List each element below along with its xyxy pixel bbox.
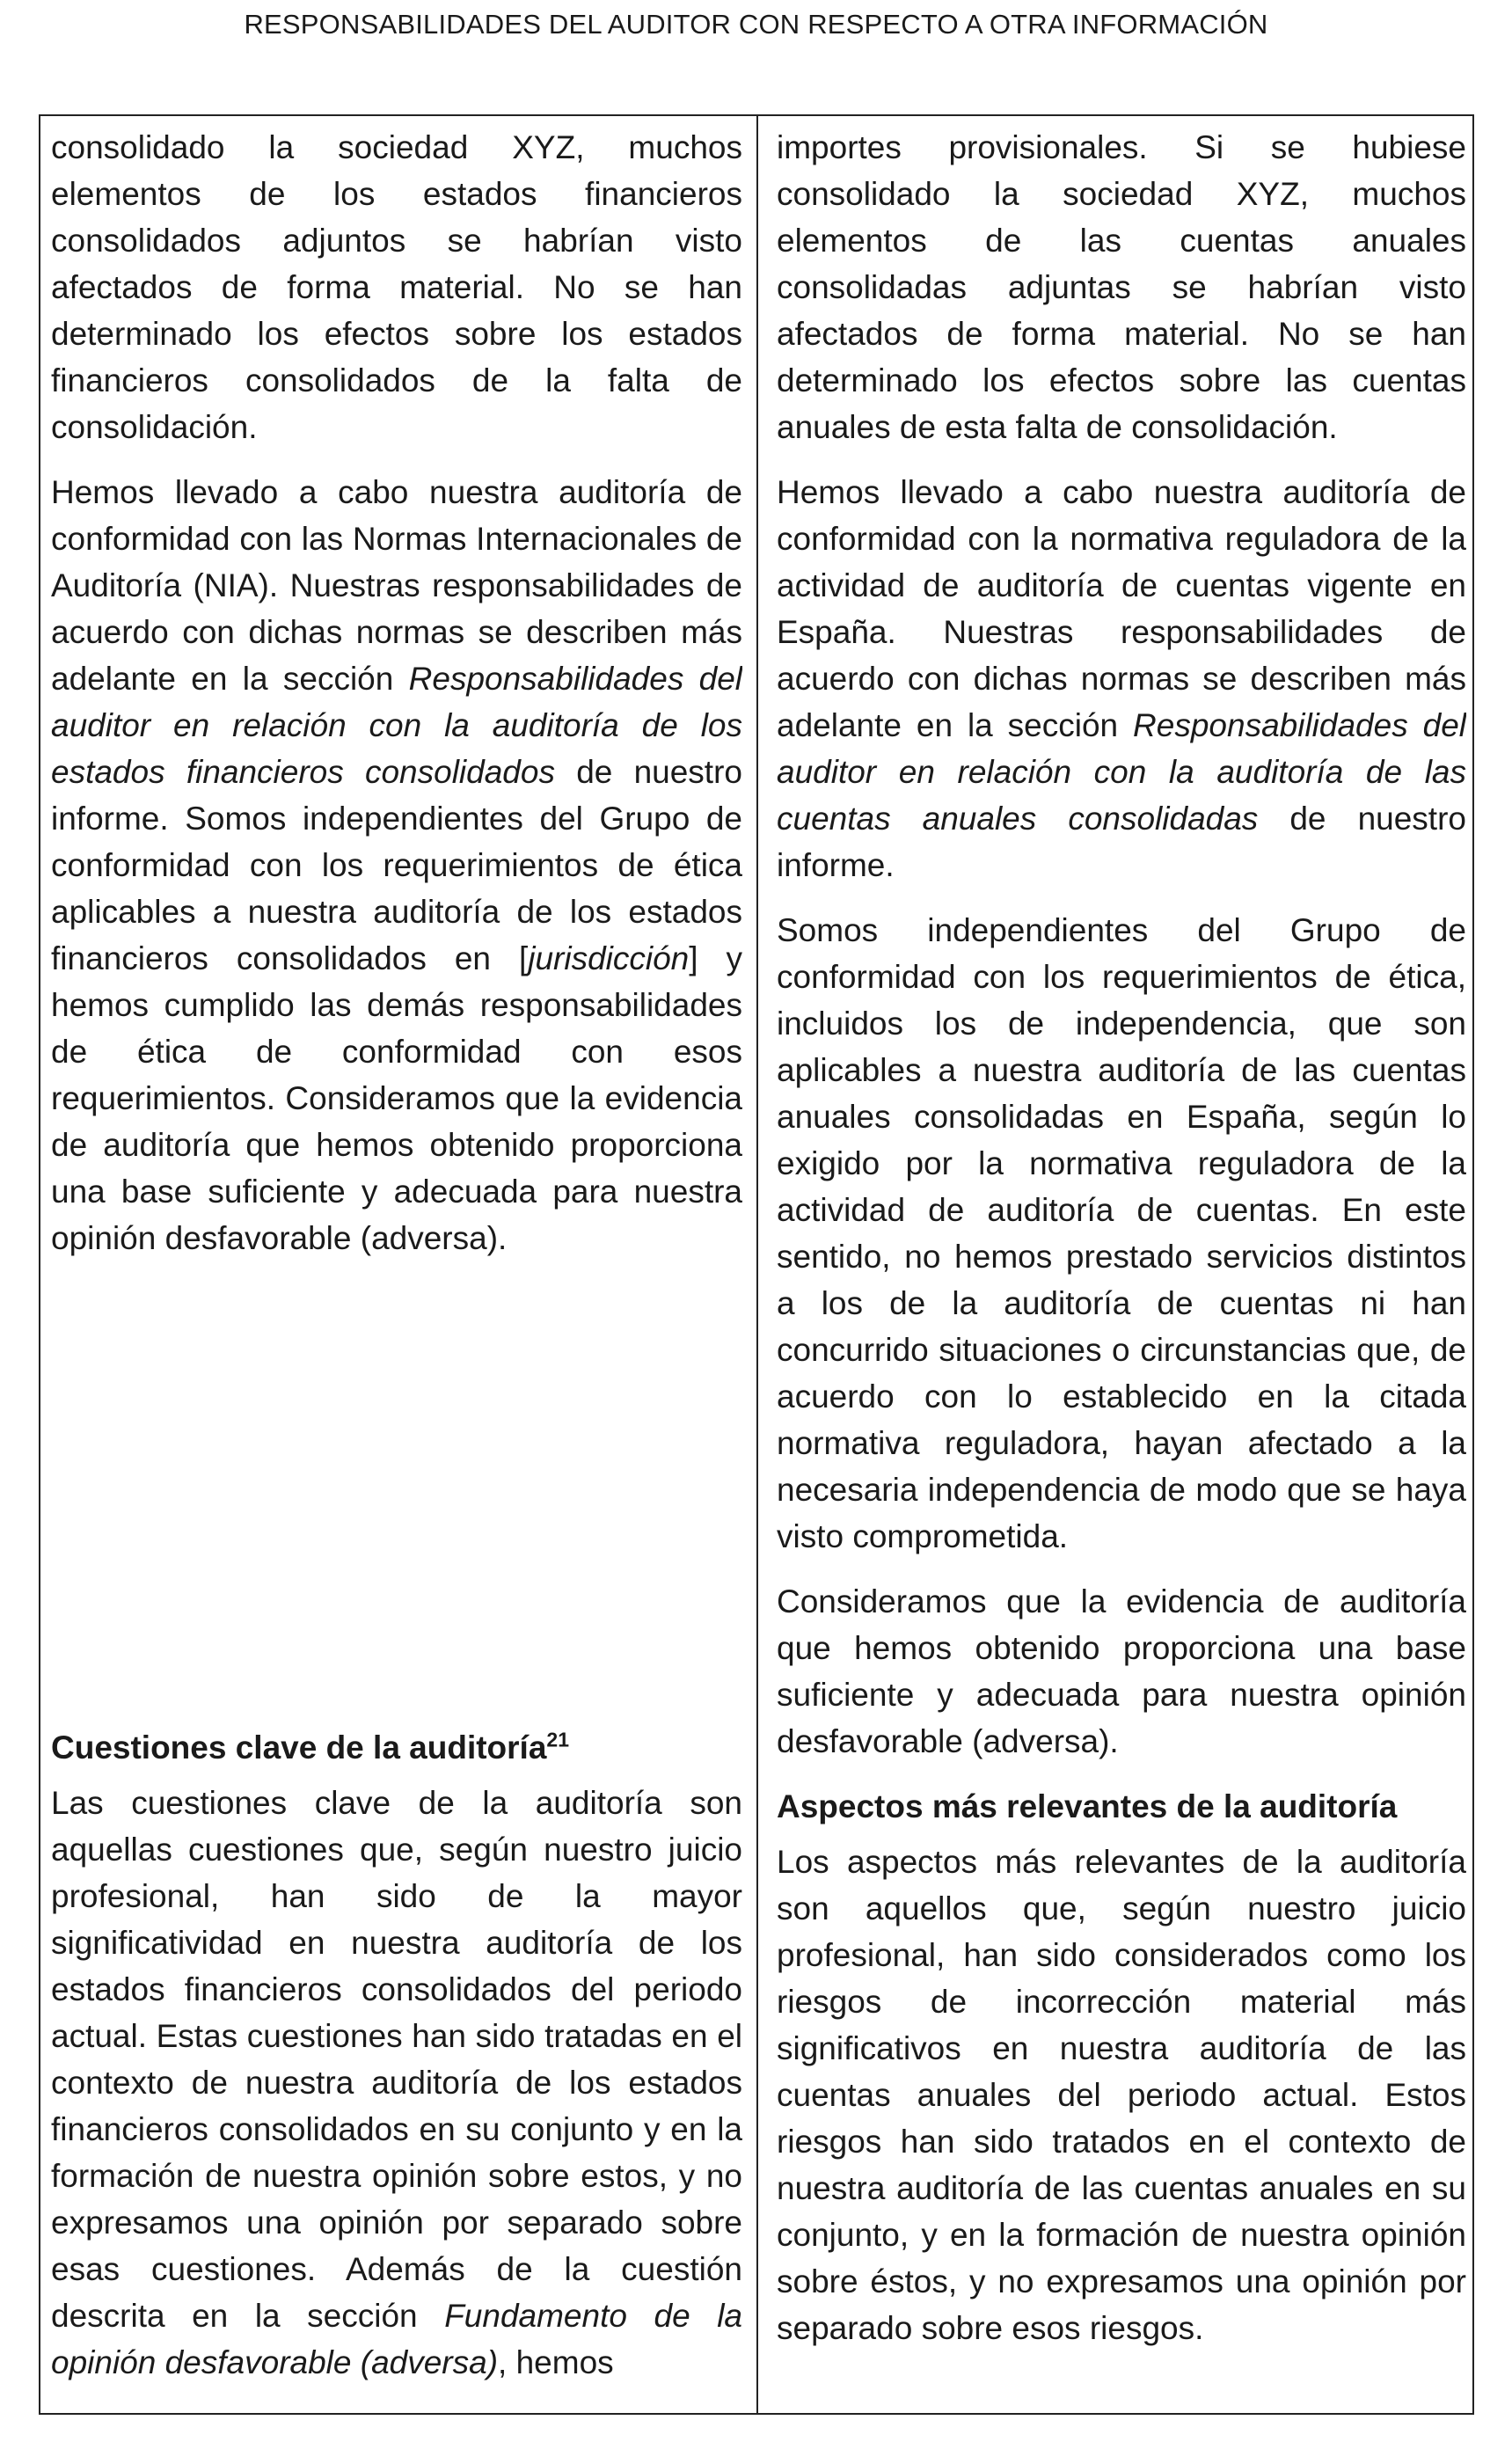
- page-header: RESPONSABILIDADES DEL AUDITOR CON RESPECTO A OTRA INFORMACIÓN: [244, 9, 1268, 40]
- left-paragraph-2: [51, 469, 742, 1261]
- left-spacer: [51, 1280, 742, 1724]
- left-p2-italic-jurisdiction: jurisdicción: [528, 940, 690, 976]
- right-p2-italic-section: Responsabilidades del auditor en relación con la auditoría de las cuentas anuales consolidadas: [777, 707, 1466, 837]
- left-heading-text: Cuestiones clave de la auditoría: [51, 1729, 547, 1766]
- left-p2-italic-section: Responsabilidades del auditor en relación con la auditoría de los estados financieros consolidados: [51, 661, 742, 790]
- right-column: [777, 124, 1466, 2413]
- column-divider: [756, 116, 758, 2413]
- right-p2-text-a: Hemos llevado a cabo nuestra auditoría de conformidad con la normativa reguladora de la actividad de auditoría de cuentas vigente en España. Nuestras responsabilidades de acuerdo con dichas normas se describen más adelante en la sección: [777, 474, 1466, 743]
- right-paragraph-3: Somos independientes del Grupo de conformidad con los requerimientos de ética, incluidos los de independencia, que son aplicables a nuestra auditoría de las cuentas anuales consolidadas en España, según lo exigido por la normativa reguladora de la actividad de auditoría de cuentas. En este sentido, no hemos prestado servicios distintos a los de la auditoría de cuentas ni han concurrido situaciones o circunstancias que, de acuerdo con lo establecido en la citada normativa reguladora, hayan afectado a la necesaria independencia de modo que se haya visto comprometida.: [777, 912, 1466, 1554]
- left-p3-text-b: , hemos: [498, 2344, 614, 2380]
- right-paragraph-5: Los aspectos más relevantes de la auditoría son aquellos que, según nuestro juicio profesional, han sido considerados como los riesgos de incorrección material más significativos en nuestra auditoría de las cuentas anuales del periodo actual. Estos riesgos han sido tratados en el contexto de nuestra auditoría de las cuentas anuales en su conjunto, y en la formación de nuestra opinión sobre éstos, y no expresamos una opinión por separado sobre esos riesgos.: [777, 1844, 1466, 2346]
- right-paragraph-2: [777, 469, 1466, 888]
- left-p3-text-a: Las cuestiones clave de la auditoría son aquellas cuestiones que, según nuestro juicio profesional, han sido de la mayor significatividad en nuestra auditoría de los estados financieros consolidados del periodo actual. Estas cuestiones han sido tratadas en el contexto de nuestra auditoría de los estados financieros consolidados en su conjunto y en la formación de nuestra opinión sobre estos, y no expresamos una opinión por separado sobre esas cuestiones. Además de la cuestión descrita en la sección: [51, 1785, 742, 2334]
- left-paragraph-3: [51, 1780, 742, 2386]
- footnote-reference: 21: [546, 1728, 570, 1751]
- left-paragraph-1: consolidado la sociedad XYZ, muchos elementos de los estados financieros consolidados adjuntos se habrían visto afectados de forma material. No se han determinado los efectos sobre los estados financieros consolidados de la falta de consolidación.: [51, 129, 742, 445]
- right-p2-text-b: de nuestro informe.: [777, 801, 1466, 883]
- left-p2-text-a: Hemos llevado a cabo nuestra auditoría de conformidad con las Normas Internacionales de Auditoría (NIA). Nuestras responsabilidades de acuerdo con dichas normas se describen más adelante en la sección: [51, 474, 742, 697]
- left-p2-text-b: de nuestro informe. Somos independientes del Grupo de conformidad con los requerimientos de ética aplicables a nuestra auditoría de los estados financieros consolidados en [: [51, 754, 742, 976]
- right-paragraph-1: importes provisionales. Si se hubiese consolidado la sociedad XYZ, muchos elementos de las cuentas anuales consolidadas adjuntas se habrían visto afectados de forma material. No se han determinado los efectos sobre las cuentas anuales de esta falta de consolidación.: [777, 129, 1466, 445]
- right-paragraph-4: Consideramos que la evidencia de auditoría que hemos obtenido proporciona una base suficiente y adecuada para nuestra opinión desfavorable (adversa).: [777, 1583, 1466, 1759]
- left-column: [51, 124, 742, 2413]
- comparison-table: [39, 114, 1474, 2415]
- left-section-heading: [51, 1724, 742, 1771]
- right-section-heading: Aspectos más relevantes de la auditoría: [777, 1788, 1398, 1824]
- left-p2-text-c: ] y hemos cumplido las demás responsabilidades de ética de conformidad con esos requerimientos. Consideramos que la evidencia de auditoría que hemos obtenido proporciona una base suficiente y adecuada para nuestra opinión desfavorable (adversa).: [51, 940, 742, 1256]
- left-p3-italic-section: Fundamento de la opinión desfavorable (adversa): [51, 2298, 742, 2380]
